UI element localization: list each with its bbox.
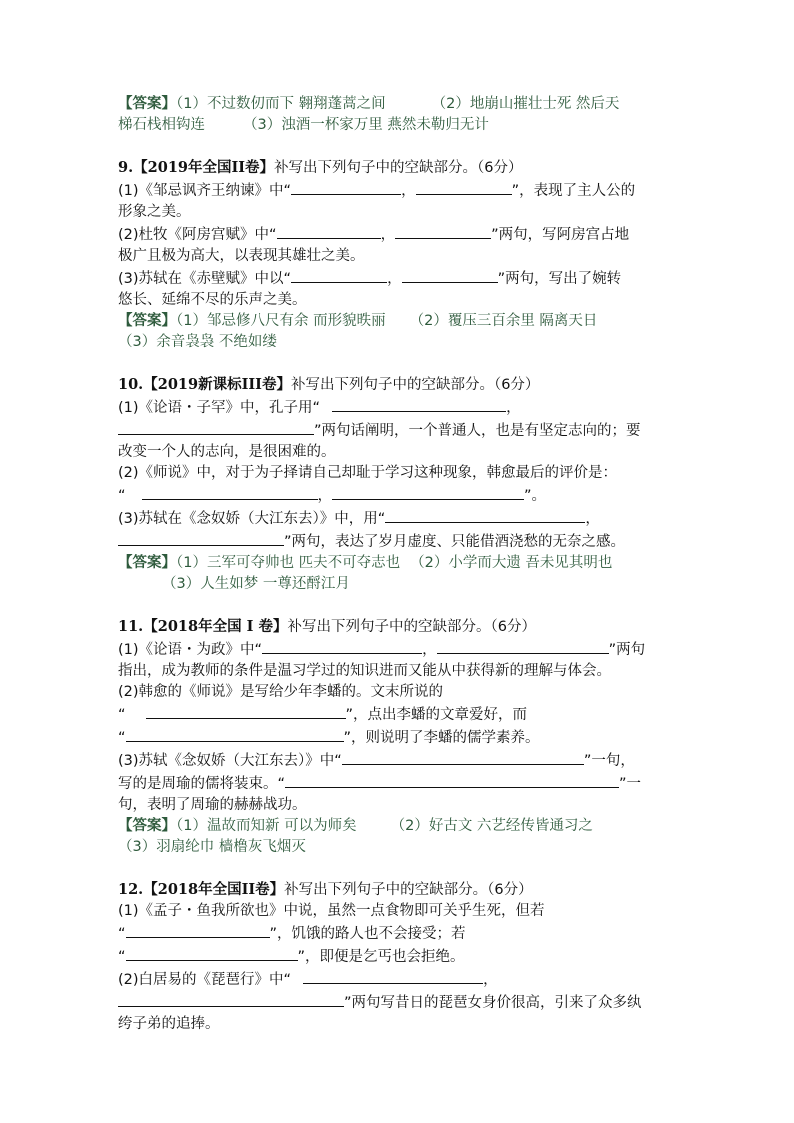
question-text: “	[118, 707, 126, 723]
question-text: (3)苏轼在《念奴娇（大江东去）》中，用“	[118, 511, 386, 527]
blank[interactable]	[437, 638, 609, 654]
question-line	[118, 901, 680, 922]
question-text: ”两句，写阿房宫占地	[491, 227, 630, 243]
question-11-heading	[118, 616, 680, 638]
question-12-heading	[118, 879, 680, 901]
answer-part-1: （1）三军可夺帅也 匹夫不可夺志也	[176, 555, 401, 571]
question-line	[118, 442, 680, 463]
question-text: (2)白居易的《琵琶行》中“	[118, 972, 292, 988]
answer-line	[118, 311, 680, 332]
question-text: ”，表现了主人公的	[511, 183, 636, 199]
blank[interactable]	[285, 772, 619, 788]
answer-part-3: （3）羽扇纶巾 樯橹灰飞烟灭	[118, 839, 306, 855]
question-text: (1)《论语・为政》中“	[118, 642, 263, 658]
question-line	[118, 396, 680, 419]
question-text: “	[118, 949, 126, 965]
question-line	[118, 202, 680, 223]
question-text: 指出，成为教师的条件是温习学过的知识进而又能从中获得新的理解与体会。	[118, 663, 611, 679]
blank[interactable]	[126, 945, 298, 961]
blank[interactable]	[262, 638, 422, 654]
blank[interactable]	[126, 922, 270, 938]
question-text: ”一	[619, 776, 642, 792]
answer-tag: 【答案】	[118, 96, 176, 112]
question-line	[118, 922, 680, 945]
question-text: 悠长、延绵不尽的乐声之美。	[118, 292, 307, 308]
question-line	[118, 795, 680, 816]
question-text: ”一句，	[583, 753, 635, 769]
blank[interactable]	[332, 484, 524, 500]
blank[interactable]	[118, 991, 344, 1007]
question-stem: 补写出下列句子中的空缺部分。（6分）	[287, 619, 536, 635]
answer-line	[118, 553, 680, 574]
answer-line	[118, 332, 680, 353]
blank[interactable]	[332, 396, 506, 412]
answer-part-2: （2）好古文 六艺经传皆通习之	[390, 818, 593, 834]
question-line	[118, 661, 680, 682]
question-line	[118, 945, 680, 968]
question-stem: 补写出下列句子中的空缺部分。（6分）	[274, 160, 523, 176]
question-source: 【2019新课标III卷】	[143, 376, 291, 393]
answer-part-2: （2）地崩山摧壮士死 然后天	[431, 96, 620, 112]
question-line	[118, 246, 680, 267]
blank[interactable]	[277, 223, 381, 239]
answer-tag: 【答案】	[118, 313, 176, 329]
question-text: 形象之美。	[118, 204, 191, 220]
exam-page	[118, 94, 680, 1035]
question-text: ，	[317, 488, 333, 504]
question-text: (2)《师说》中，对于为子择请自己却耻于学习这种现象，韩愈最后的评价是：	[118, 465, 618, 481]
question-text: (2)杜牧《阿房宫赋》中“	[118, 227, 277, 243]
question-text: ”，点出李蟠的文章爱好，而	[345, 707, 528, 723]
question-line	[118, 179, 680, 202]
question-line	[118, 968, 680, 991]
answer-part-1: （1）邹忌修八尺有余 而形貌昳丽	[176, 313, 386, 329]
question-line	[118, 638, 680, 661]
blank[interactable]	[118, 530, 284, 546]
question-source: 【2018年全国II卷】	[143, 881, 285, 898]
question-line	[118, 772, 680, 795]
question-9-heading	[118, 157, 680, 179]
question-line	[118, 682, 680, 703]
question-line	[118, 1014, 680, 1035]
blank[interactable]	[142, 484, 318, 500]
answer-line	[118, 115, 680, 136]
question-text: ”。	[524, 488, 547, 504]
answer-line	[118, 816, 680, 837]
question-text: ”，即便是乞丐也会拒绝。	[297, 949, 465, 965]
question-line	[118, 267, 680, 290]
answer-part-1: （1）温故而知新 可以为师矣	[176, 818, 357, 834]
blank[interactable]	[385, 507, 585, 523]
question-number: 9.	[118, 159, 134, 176]
question-text: (1)《孟子・鱼我所欲也》中说，虽然一点食物即可关乎生死，但若	[118, 903, 545, 919]
question-text: ，	[506, 400, 521, 416]
answer-part-2: （2）覆压三百余里 隔离天日	[409, 313, 598, 329]
question-text: (2)韩愈的《师说》是写给少年李蟠的。文末所说的	[118, 684, 444, 700]
answer-tag: 【答案】	[118, 555, 176, 571]
blank[interactable]	[395, 223, 491, 239]
answer-part-3: （3）人生如梦 一尊还酹江月	[162, 576, 350, 592]
question-line	[118, 484, 680, 507]
answer-part-2-cont: 梯石栈相钩连	[118, 117, 205, 133]
question-text: ”两句	[608, 642, 646, 658]
blank[interactable]	[416, 179, 512, 195]
answer-part-2: （2）小学而大遗 吾未见其明也	[410, 555, 613, 571]
blank[interactable]	[291, 179, 401, 195]
question-text: (3)苏轼《念奴娇（大江东去）》中“	[118, 753, 342, 769]
question-text: ，	[387, 271, 402, 287]
question-number: 10.	[118, 376, 144, 393]
question-number: 11.	[118, 618, 144, 635]
question-stem: 补写出下列句子中的空缺部分。（6分）	[290, 377, 540, 393]
question-text: 绔子弟的追捧。	[118, 1016, 220, 1032]
question-line	[118, 419, 680, 442]
question-text: ，	[585, 511, 600, 527]
question-text: ”，则说明了李蟠的儒学素养。	[343, 730, 540, 746]
question-text: “	[118, 926, 126, 942]
question-line	[118, 726, 680, 749]
question-text: 句，表明了周瑜的赫赫战功。	[118, 797, 307, 813]
blank[interactable]	[402, 267, 498, 283]
question-text: 极广且极为高大，以表现其雄壮之美。	[118, 248, 365, 264]
blank[interactable]	[342, 749, 584, 765]
blank[interactable]	[126, 726, 344, 742]
question-text: (1)《论语・子罕》中，孔子用“	[118, 400, 321, 416]
question-10-heading	[118, 374, 680, 396]
blank[interactable]	[118, 419, 314, 435]
question-line	[118, 223, 680, 246]
question-text: ”两句话阐明，一个普通人，也是有坚定志向的；要	[314, 423, 641, 439]
question-text: “	[118, 488, 126, 504]
question-text: “	[118, 730, 126, 746]
answer-part-1: （1）不过数仞而下 翱翔蓬蒿之间	[176, 96, 386, 112]
blank[interactable]	[291, 267, 387, 283]
answer-line	[118, 837, 680, 858]
question-line	[118, 530, 680, 553]
question-text: ”两句，表达了岁月虚度、只能借酒浇愁的无奈之感。	[284, 534, 626, 550]
answer-line	[118, 94, 680, 115]
question-text: ”，饥饿的路人也不会接受；若	[269, 926, 466, 942]
question-line	[118, 290, 680, 311]
question-line	[118, 463, 680, 484]
question-line	[118, 507, 680, 530]
question-text: ”两句写昔日的琵琶女身价很高，引来了众多纨	[344, 995, 642, 1011]
answer-part-3: （3）余音袅袅 不绝如缕	[118, 334, 277, 350]
question-line	[118, 703, 680, 726]
question-text: (1)《邹忌讽齐王纳谏》中“	[118, 183, 292, 199]
answer-tag: 【答案】	[118, 818, 176, 834]
question-text: 写的是周瑜的儒将装束。“	[118, 776, 286, 792]
answer-part-3: （3）浊酒一杯家万里 燕然未勒归无计	[243, 117, 489, 133]
question-text: ，	[483, 972, 498, 988]
question-text: (3)苏轼在《赤壁赋》中以“	[118, 271, 292, 287]
question-line	[118, 749, 680, 772]
question-text: ，	[380, 227, 396, 243]
question-text: 改变一个人的志向，是很困难的。	[118, 444, 336, 460]
question-number: 12.	[118, 881, 144, 898]
question-text: ，	[422, 642, 437, 658]
answer-line	[118, 574, 680, 595]
blank[interactable]	[303, 968, 483, 984]
question-line	[118, 991, 680, 1014]
question-text: ，	[401, 183, 416, 199]
blank[interactable]	[146, 703, 346, 719]
question-text: ”两句，写出了婉转	[497, 271, 622, 287]
question-source: 【2018年全国 I 卷】	[143, 618, 288, 635]
question-stem: 补写出下列句子中的空缺部分。（6分）	[284, 882, 533, 898]
question-source: 【2019年全国II卷】	[133, 159, 275, 176]
